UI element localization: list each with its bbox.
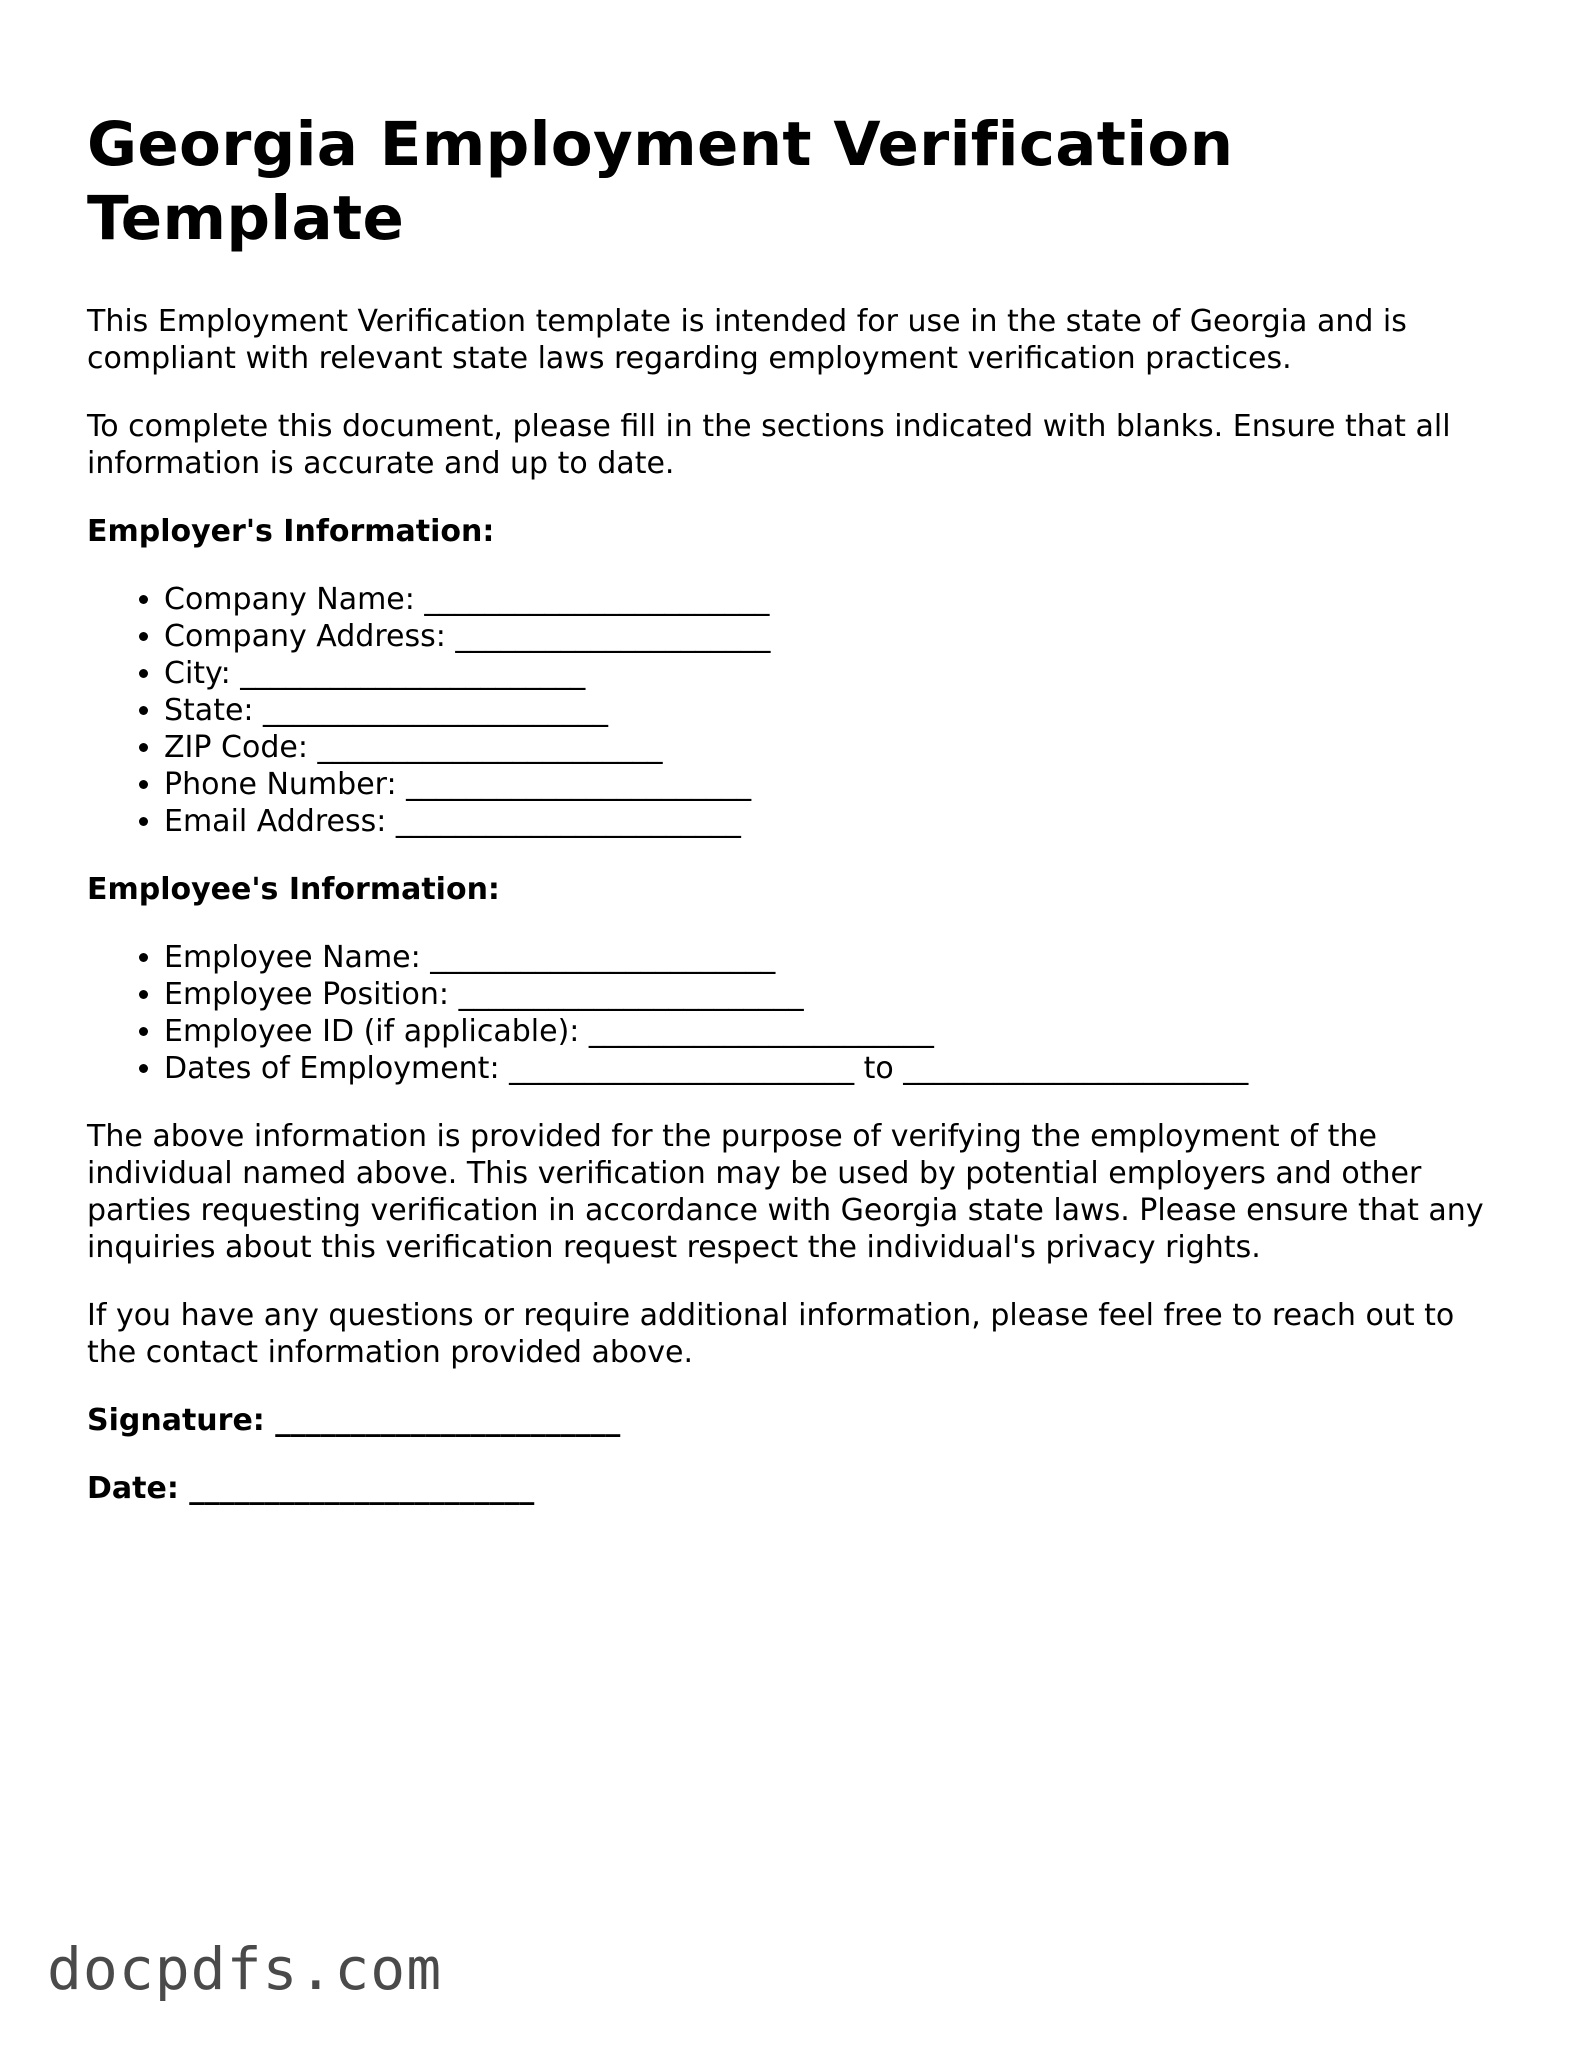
employee-id: • Employee ID (if applicable): _______________________ — [164, 1013, 1507, 1050]
employer-company-address: • Company Address: _____________________ — [164, 618, 1507, 655]
employee-name: • Employee Name: _______________________ — [164, 939, 1507, 976]
employer-city: • City: _______________________ — [164, 655, 1507, 692]
employee-list — [87, 939, 1507, 1087]
employee-heading: Employee's Information: — [87, 872, 500, 907]
intro-paragraph-2: To complete this document, please fill in the sections indicated with blanks. Ensure that all information is accurate and up to date. — [87, 409, 1451, 481]
employer-zip-code: • ZIP Code: _______________________ — [164, 729, 1507, 766]
document-page — [87, 108, 1507, 1538]
signature-line: Signature: _______________________ — [87, 1403, 621, 1438]
employer-state: • State: _______________________ — [164, 692, 1507, 729]
employer-email-address: • Email Address: _______________________ — [164, 803, 1507, 840]
employer-company-name: • Company Name: _______________________ — [164, 581, 1507, 618]
employee-position: • Employee Position: _______________________ — [164, 976, 1507, 1013]
closing-paragraph-1: The above information is provided for the purpose of verifying the employment of the individual named above. This verification may be used by potential employers and other parties requesting verification in accordance with Georgia state laws. Please ensure that any inquiries about this verification request respect the individual's privacy rights. — [87, 1119, 1484, 1265]
employer-list — [87, 581, 1507, 840]
employer-heading: Employer's Information: — [87, 514, 495, 549]
closing-paragraph-2: If you have any questions or require additional information, please feel free to reach out to the contact information provided above. — [87, 1298, 1455, 1370]
intro-paragraph-1: This Employment Verification template is intended for use in the state of Georgia and is compliant with relevant state laws regarding employment verification practices. — [87, 304, 1407, 376]
document-title: Georgia Employment Verification Template — [87, 109, 1234, 254]
watermark-logo: docpdfs.com — [47, 1935, 443, 2003]
date-line: Date: _______________________ — [87, 1471, 535, 1506]
employer-phone-number: • Phone Number: _______________________ — [164, 766, 1507, 803]
employee-dates: • Dates of Employment: _______________________ to _______________________ — [164, 1050, 1507, 1087]
